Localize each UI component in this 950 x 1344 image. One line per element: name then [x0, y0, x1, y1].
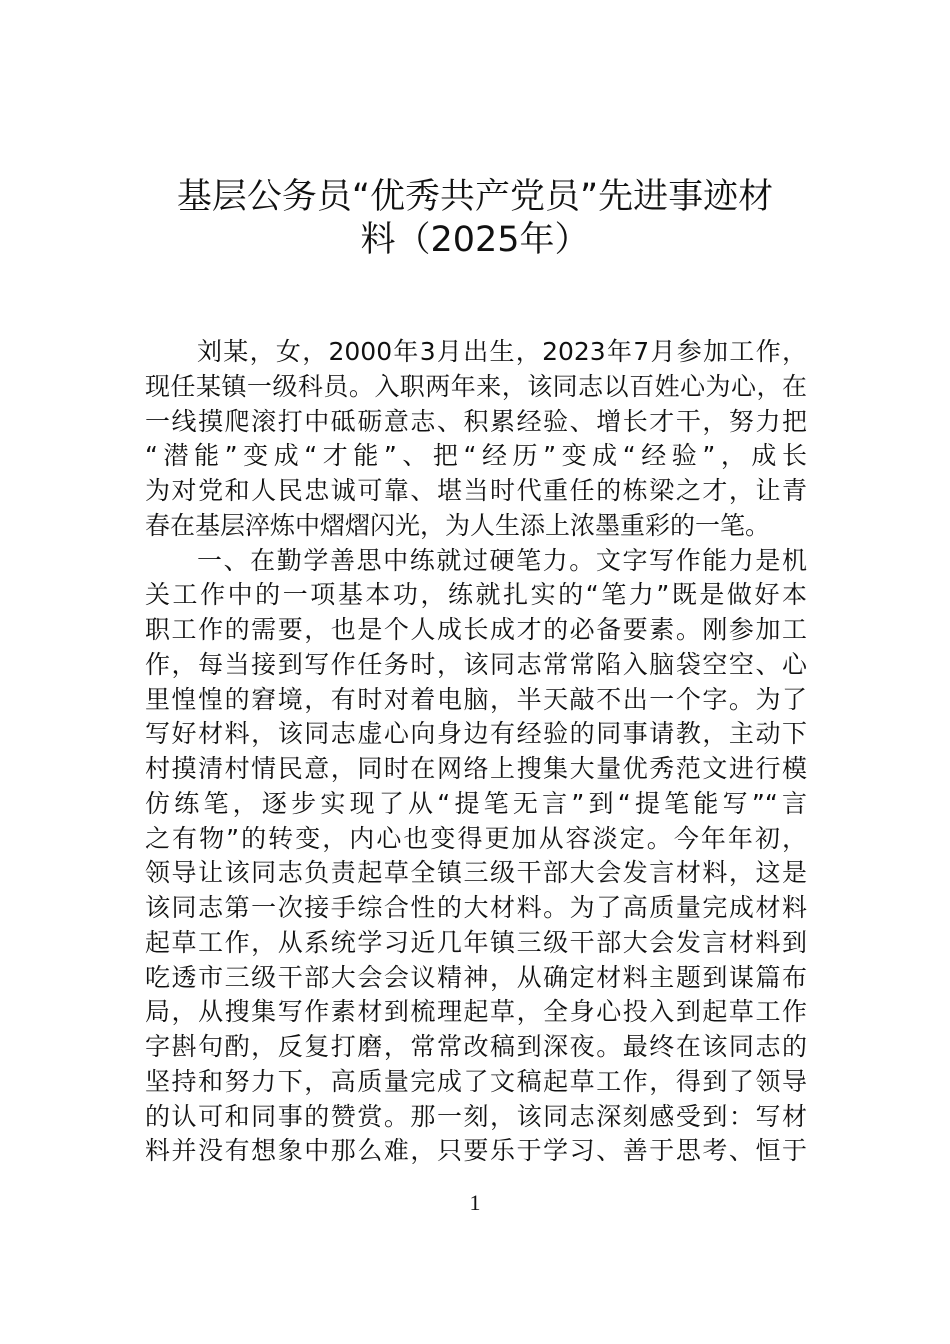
text-line: 刘某，女，2000年3月出生，2023年7月参加工作， [197, 337, 807, 366]
text-line: 吃透市三级干部大会会议精神，从确定材料主题到谋篇布 [145, 962, 807, 992]
text-line: 里惶惶的窘境，有时对着电脑，半天敲不出一个字。为了 [145, 684, 807, 714]
document-body [145, 335, 807, 1169]
paragraph-intro [145, 335, 807, 544]
text-line: 春在基层淬炼中熠熠闪光，为人生添上浓墨重彩的一笔。 [145, 510, 771, 540]
paragraph-section-1 [145, 544, 807, 1170]
text-line: 村摸清村情民意，同时在网络上搜集大量优秀范文进行模 [145, 754, 807, 783]
text-line: 写好材料，该同志虚心向身边有经验的同事请教，主动下 [145, 719, 807, 749]
text-line: 作，每当接到写作任务时，该同志常常陷入脑袋空空、心 [145, 649, 807, 679]
text-line: 的认可和同事的赞赏。那一刻，该同志深刻感受到：写材 [145, 1101, 807, 1131]
text-line: 坚持和努力下，高质量完成了文稿起草工作，得到了领导 [145, 1066, 807, 1096]
page-number: 1 [469, 1190, 481, 1215]
document-title-line-2: 料（2025年） [360, 220, 590, 260]
text-line: 现任某镇一级科员。入职两年来，该同志以百姓心为心，在 [145, 371, 807, 401]
text-line: “潜能”变成“才能”、把“经历”变成“经验”，成长 [145, 441, 807, 471]
text-line: 为对党和人民忠诚可靠、堪当时代重任的栋梁之才，让青 [145, 476, 807, 505]
text-line: 该同志第一次接手综合性的大材料。为了高质量完成材料 [145, 893, 807, 922]
text-line: 职工作的需要，也是个人成长成才的必备要素。刚参加工 [145, 615, 807, 644]
text-line: 起草工作，从系统学习近几年镇三级干部大会发言材料到 [145, 927, 807, 957]
text-line: 一线摸爬滚打中砥砺意志、积累经验、增长才干，努力把 [145, 406, 807, 436]
text-line: 料并没有想象中那么难，只要乐于学习、善于思考、恒于 [145, 1136, 807, 1166]
text-line: 仿练笔，逐步实现了从“提笔无言”到“提笔能写”“言 [145, 788, 807, 818]
text-line: 局，从搜集写作素材到梳理起草，全身心投入到起草工作 [145, 997, 807, 1027]
text-line: 一、在勤学善思中练就过硬笔力。文字写作能力是机 [197, 545, 807, 575]
document-title-line-1: 基层公务员“优秀共产党员”先进事迹材 [176, 177, 774, 217]
text-line: 字斟句酌，反复打磨，常常改稿到深夜。最终在该同志的 [145, 1032, 807, 1061]
text-line: 关工作中的一项基本功，练就扎实的“笔力”既是做好本 [145, 580, 807, 610]
text-line: 领导让该同志负责起草全镇三级干部大会发言材料，这是 [145, 858, 807, 888]
text-line: 之有物”的转变，内心也变得更加从容淡定。今年年初， [145, 823, 807, 853]
